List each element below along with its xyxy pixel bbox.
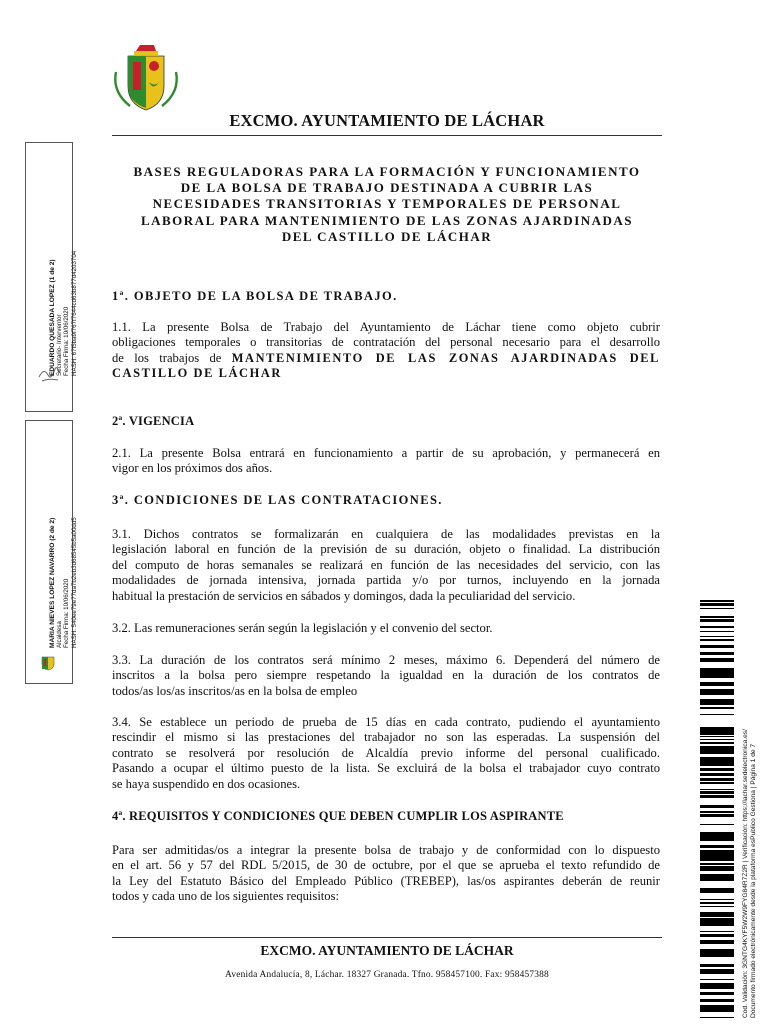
- barcode-bar: [700, 797, 734, 798]
- barcode-bar: [700, 914, 734, 917]
- barcode-bar: [700, 899, 734, 900]
- page-header-title: EXCMO. AYUNTAMIENTO DE LÁCHAR: [229, 111, 545, 130]
- paragraph-1-1: 1.1. La presente Bolsa de Trabajo del Ayuntamiento de Láchar tiene como objeto cubrir obligaciones temporales o transitorias de contratación del personal necesario para el desarrollo de los trabajos de MANTENIMIENTO DE LAS ZONAS AJARDINADAS DEL CASTILLO DE LÁCHAR: [112, 320, 661, 381]
- barcode-bar: [700, 636, 734, 637]
- verification-line: Cod. Validación: 3GNTG4KYF5W2W9FYG84R7Z2R | Verificación: https://lachar.sedelectronica.es/: [742, 729, 749, 1018]
- barcode-bar: [700, 608, 734, 609]
- barcode-bar: [700, 645, 734, 648]
- barcode-bar: [700, 835, 734, 836]
- barcode-bar: [700, 839, 734, 841]
- barcode-bar: [700, 1010, 734, 1012]
- barcode-bar: [700, 704, 734, 705]
- signature-box-2: [25, 420, 78, 684]
- document-title-line: DEL CASTILLO DE LÁCHAR: [281, 228, 493, 244]
- document-title-line: BASES REGULADORAS PARA LA FORMACIÓN Y FUNCIONAMIENTO: [133, 164, 641, 179]
- barcode-bar: [700, 759, 734, 762]
- barcode-bar: [700, 845, 734, 846]
- barcode-bar: [700, 669, 734, 672]
- barcode-bar: [700, 795, 734, 796]
- document-title: [112, 164, 662, 245]
- barcode-bar: [700, 921, 734, 924]
- barcode-bar: [700, 986, 734, 987]
- barcode-bar: [700, 931, 734, 932]
- barcode-bar: [700, 964, 734, 966]
- barcode-bar: [700, 999, 734, 1002]
- barcode-bar: [700, 814, 734, 815]
- barcode-bar: [700, 736, 734, 737]
- barcode-bar: [700, 639, 734, 640]
- barcode-bar: [700, 762, 734, 764]
- barcode-bar: [700, 616, 734, 618]
- barcode-bar: [700, 973, 734, 974]
- barcode-bar: [700, 888, 734, 890]
- barcode-bar: [700, 728, 734, 730]
- barcode-bar: [700, 858, 734, 861]
- barcode-bar: [700, 942, 734, 944]
- barcode-bar: [700, 1017, 734, 1018]
- barcode-bar: [700, 979, 734, 980]
- barcode-bar: [700, 660, 734, 662]
- barcode-bar: [700, 603, 734, 605]
- paragraph-2-1: 2.1. La presente Bolsa entrará en funcionamiento a partir de su aprobación, y permanecerá en vigor en los próximos dos años.: [112, 446, 660, 476]
- barcode-bar: [700, 1007, 734, 1008]
- barcode-bar: [700, 757, 734, 759]
- barcode-bar: [700, 906, 734, 907]
- barcode-bar: [700, 773, 734, 776]
- barcode-bar: [700, 699, 734, 702]
- barcode-bar: [700, 652, 734, 655]
- barcode-bar: [700, 600, 734, 602]
- barcode-bar: [700, 694, 734, 695]
- barcode-bar: [700, 836, 734, 839]
- barcode-bar: [700, 796, 734, 797]
- barcode-bar: [700, 856, 734, 857]
- barcode-bar: [700, 805, 734, 808]
- section-3-heading: 3ª. CONDICIONES DE LAS CONTRATACIONES.: [112, 493, 443, 507]
- barcode-bar: [700, 707, 734, 709]
- barcode-bar: [700, 874, 734, 876]
- document-title-line: DE LA BOLSA DE TRABAJO DESTINADA A CUBRIR LAS: [180, 180, 594, 196]
- paragraph-3-3: 3.3. La duración de los contratos será mínimo 2 meses, máximo 6. Dependerá del número de inscritos a la bolsa pero siempre respetando la igualdad en la duración de los contratos de todos/as los/as inscritos/as en la bolsa de empleo: [112, 653, 660, 698]
- barcode-bar: [700, 742, 734, 744]
- barcode-bar: [700, 778, 734, 781]
- barcode-bar: [700, 876, 734, 879]
- barcode-bar: [700, 789, 734, 790]
- barcode-bar: [700, 850, 734, 853]
- verification-line: Documento firmado electrónicamente desde la plataforma esPublico Gestiona | Página 1 de 7: [750, 743, 757, 1018]
- barcode-bar: [700, 752, 734, 754]
- barcode-bar: [700, 702, 734, 704]
- barcode-bar: [700, 746, 734, 747]
- barcode-bar: [700, 714, 734, 715]
- barcode-bar: [700, 912, 734, 914]
- barcode-bar: [700, 685, 734, 686]
- barcode-bar: [700, 940, 734, 942]
- barcode-bar: [700, 672, 734, 675]
- barcode-bar: [700, 952, 734, 955]
- barcode-bar: [700, 824, 734, 825]
- barcode-bar: [700, 768, 734, 771]
- barcode-bar: [700, 689, 734, 690]
- barcode-bar: [700, 918, 734, 921]
- barcode-bar: [700, 832, 734, 835]
- barcode-bar: [700, 857, 734, 858]
- barcode-bar: [700, 950, 734, 952]
- document-title-line: NECESIDADES TRANSITORIAS Y TEMPORALES DE PERSONAL: [152, 196, 622, 212]
- barcode-bar: [700, 902, 734, 904]
- barcode-bar: [700, 1005, 734, 1007]
- barcode-bar: [700, 969, 734, 972]
- barcode-bar: [700, 675, 734, 678]
- barcode-bar: [700, 924, 734, 926]
- paragraph-4-1: Para ser admitidas/os a integrar la presente bolsa de trabajo y de conformidad con lo dispuesto en el art. 56 y 57 del RDL 5/2015, de 30 de octubre, por el que se aprueba el texto refundido de la Ley del Estatuto Básico del Empleado Público (TREBEP), las/os aspirantes deberán de reunir todos y cada uno de los siguientes requisitos:: [112, 843, 660, 904]
- barcode-bar: [700, 987, 734, 989]
- barcode-bar: [700, 658, 734, 660]
- barcode-bar: [700, 1008, 734, 1010]
- barcode-bar: [700, 631, 734, 632]
- barcode-bar: [700, 966, 734, 967]
- barcode-bar: [700, 853, 734, 856]
- barcode-bar: [700, 869, 734, 871]
- barcode-bar: [700, 730, 734, 732]
- header-divider: [112, 135, 662, 136]
- barcode-bar: [700, 983, 734, 984]
- barcode-bar: [700, 619, 734, 622]
- barcode-bar: [700, 640, 734, 641]
- barcode-bar: [700, 866, 734, 869]
- barcode-bar: [700, 739, 734, 740]
- barcode-bar: [700, 972, 734, 973]
- signature-box-1: [25, 142, 78, 412]
- coat-of-arms-icon: [110, 42, 182, 112]
- section-1-heading: 1ª. OBJETO DE LA BOLSA DE TRABAJO.: [112, 289, 398, 303]
- barcode-icon: [700, 600, 734, 1018]
- section-2-heading: 2ª. VIGENCIA: [112, 414, 195, 428]
- footer-title: EXCMO. AYUNTAMIENTO DE LÁCHAR: [260, 943, 514, 958]
- barcode-bar: [700, 934, 734, 937]
- barcode-bar: [700, 890, 734, 893]
- signature-2-text: MARIA NIEVES LOPEZ NAVARRO (2 de 2) Alcaldesa Fecha Firma: 10/06/2020 HASH: 540ee79e77da7b2eb3d68545b5a00dd5: [49, 517, 78, 649]
- barcode-bar: [700, 863, 734, 865]
- barcode-bar: [700, 692, 734, 694]
- verification-text: [742, 729, 758, 1018]
- paragraph-3-2: 3.2. Las remuneraciones serán según la legislación y el convenio del sector.: [112, 621, 493, 635]
- barcode-bar: [700, 682, 734, 685]
- paragraph-3-4: 3.4. Se establece un periodo de prueba de 15 días en cada contrato, pudiendo el ayuntamiento rescindir el mismo si las prestaciones del trabajador no son las esperadas. La suspensión del contrato se resolverá por resolución de Alcaldía previo informe del personal cualificado. Pasando a ocupar el último puesto de la lista. Se excluirá de la bolsa el trabajador cuyo contrato se haya suspendido en dos ocasiones.: [112, 715, 660, 791]
- barcode-bar: [700, 605, 734, 606]
- barcode-bar: [700, 727, 734, 728]
- document-title-line: LABORAL PARA MANTENIMIENTO DE LAS ZONAS AJARDINADAS: [140, 212, 634, 228]
- barcode-bar: [700, 791, 734, 794]
- barcode-bar: [700, 749, 734, 752]
- barcode-bar: [700, 690, 734, 692]
- footer-divider: [112, 937, 662, 938]
- barcode-bar: [700, 992, 734, 995]
- barcode-bar: [700, 879, 734, 881]
- barcode-bar: [700, 949, 734, 950]
- section-4-heading: 4ª. REQUISITOS Y CONDICIONES QUE DEBEN CUMPLIR LOS ASPIRANTE: [112, 809, 564, 823]
- barcode-bar: [700, 955, 734, 957]
- paragraph-3-1: 3.1. Dichos contratos se formalizarán en cualquiera de las modalidades previstas en la legislación laboral en función de la previsión de su duración, objeto o finalidad. La distribución del computo de horas semanales se realizará en función de las necesidades del servicio, con las modalidades de jornada intensiva, jornada partida y/o por turnos, incluyendo en la jornada habitual la prestación de servicios en sábados y domingos, dada la peculiaridad del servicio.: [112, 527, 660, 603]
- barcode-bar: [700, 764, 734, 766]
- signature-1-text: EDUARDO QUESADA LOPEZ (1 de 2) Secretario- Interventor Fecha Firma: 10/06/2020 HASH: 67f5ba9f767f7644cd63b877d4203704: [49, 250, 78, 377]
- barcode-bar: [700, 782, 734, 784]
- footer-address: Avenida Andalucía, 8, Láchar. 18327 Granada. Tfno. 958457100. Fax: 958457388: [225, 970, 549, 980]
- barcode-bar: [700, 732, 734, 735]
- barcode-bar: [700, 846, 734, 848]
- barcode-bar: [700, 747, 734, 749]
- barcode-bar: [700, 811, 734, 813]
- barcode-bar: [700, 984, 734, 986]
- small-crest-icon: [40, 655, 56, 671]
- barcode-bar: [700, 626, 734, 628]
- barcode-bar: [700, 815, 734, 817]
- barcode-bar: [700, 668, 734, 669]
